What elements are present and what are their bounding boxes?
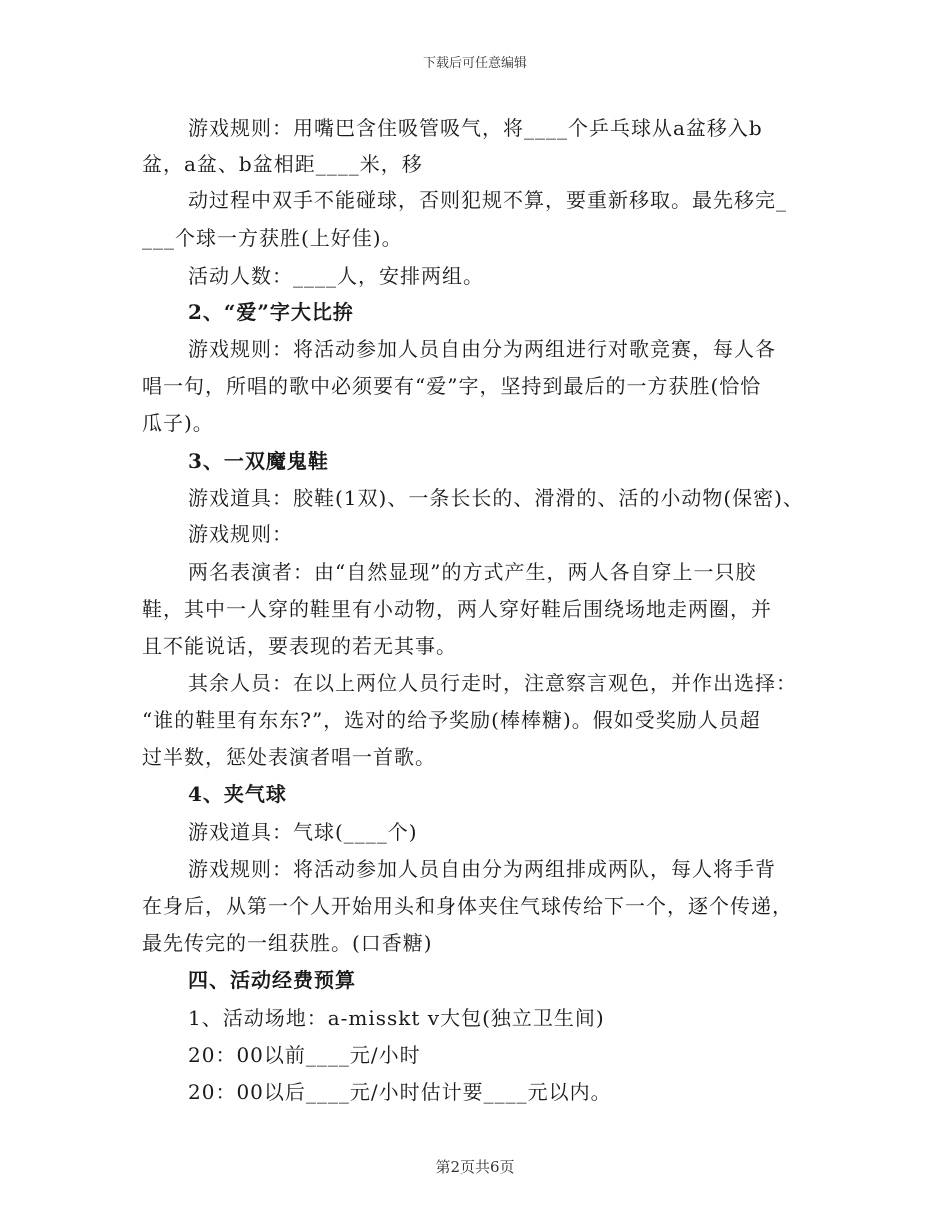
body-line-11: 游戏道具：胶鞋(1双)、一条长长的、滑滑的、活的小动物(保密)、 bbox=[188, 486, 804, 510]
section-heading-3: 3、一双魔鬼鞋 bbox=[188, 449, 329, 473]
body-line-9: 瓜子)。 bbox=[142, 411, 214, 435]
body-line-27: 20：00以后____元/小时估计要____元以内。 bbox=[188, 1080, 612, 1104]
body-line-26: 20：00以前____元/小时 bbox=[188, 1043, 421, 1067]
body-line-1: 游戏规则：用嘴巴含住吸管吸气，将____个乒乓球从a盆移入b bbox=[188, 116, 763, 140]
section-heading-budget: 四、活动经费预算 bbox=[188, 968, 356, 992]
body-line-17: “谁的鞋里有东东?”，选对的给予奖励(棒棒糖)。假如受奖励人员超 bbox=[142, 708, 761, 732]
section-heading-4: 4、夹气球 bbox=[188, 782, 287, 806]
body-line-5: 活动人数：____人，安排两组。 bbox=[188, 264, 484, 288]
body-line-8: 唱一句，所唱的歌中必须要有“爱”字，坚持到最后的一方获胜(恰恰 bbox=[142, 374, 762, 398]
body-line-18: 过半数，惩处表演者唱一首歌。 bbox=[142, 745, 436, 769]
body-line-3: 动过程中双手不能碰球，否则犯规不算，要重新移取。最先移完_ bbox=[188, 188, 787, 212]
body-line-4: ___个球一方获胜(上好佳)。 bbox=[142, 226, 403, 250]
body-line-20: 游戏道具：气球(____个) bbox=[188, 820, 418, 844]
body-line-21: 游戏规则：将活动参加人员自由分为两组排成两队，每人将手背 bbox=[188, 857, 776, 881]
body-line-2: 盆，a盆、b盆相距____米，移 bbox=[142, 152, 423, 176]
body-line-15: 且不能说话，要表现的若无其事。 bbox=[142, 634, 457, 658]
body-line-14: 鞋，其中一人穿的鞋里有小动物，两人穿好鞋后围绕场地走两圈，并 bbox=[142, 597, 772, 621]
section-heading-2: 2、“爱”字大比拚 bbox=[188, 300, 354, 324]
body-line-12: 游戏规则： bbox=[188, 522, 293, 546]
body-line-23: 最先传完的一组获胜。(口香糖) bbox=[142, 931, 433, 955]
body-line-7: 游戏规则：将活动参加人员自由分为两组进行对歌竞赛，每人各 bbox=[188, 337, 776, 361]
body-line-25: 1、活动场地：a-misskt v大包(独立卫生间) bbox=[188, 1006, 605, 1030]
body-line-16: 其余人员：在以上两位人员行走时，注意察言观色，并作出选择： bbox=[188, 671, 797, 695]
page-footer: 第2页共6页 bbox=[435, 1158, 515, 1176]
page-header: 下载后可任意编辑 bbox=[422, 56, 527, 71]
body-line-22: 在身后，从第一个人开始用头和身体夹住气球传给下一个，逐个传递， bbox=[142, 894, 793, 918]
body-line-13: 两名表演者：由“自然显现”的方式产生，两人各自穿上一只胶 bbox=[188, 560, 757, 584]
